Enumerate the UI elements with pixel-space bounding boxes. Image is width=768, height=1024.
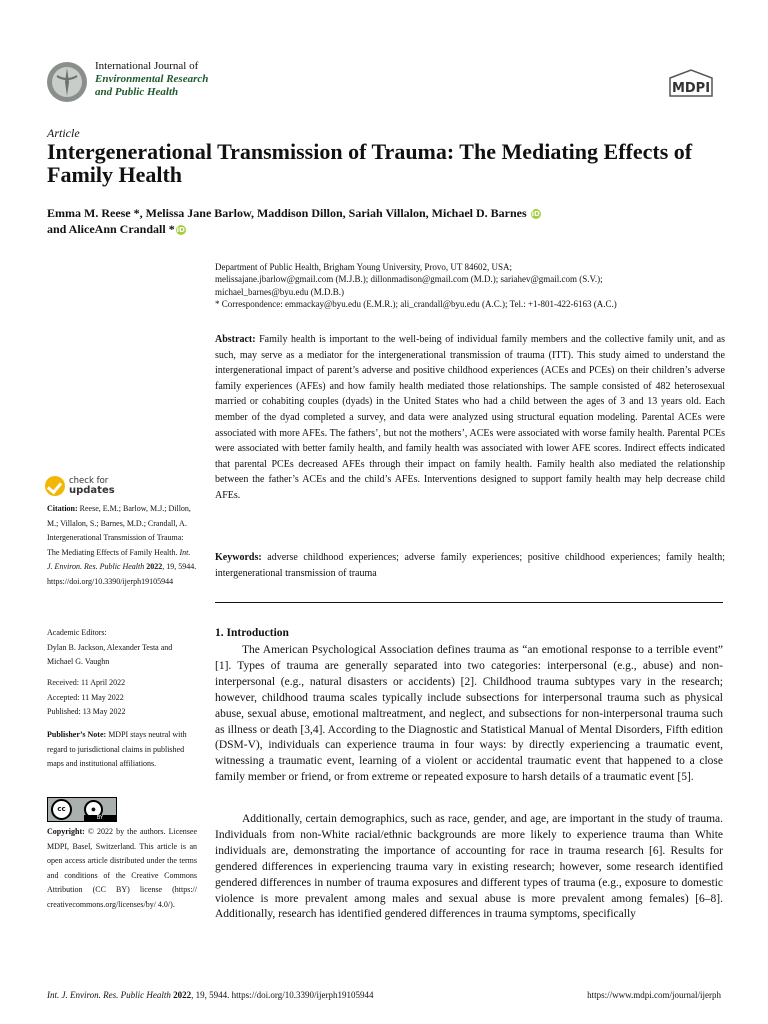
journal-name-line2: Environmental Research: [95, 73, 209, 85]
article-title: Intergenerational Transmission of Trauma: The Mediating Effects of Family Health: [47, 139, 693, 187]
footer-journal-link[interactable]: https://www.mdpi.com/journal/ijerph: [587, 990, 721, 1000]
keywords-label: Keywords:: [215, 552, 262, 563]
editors-label: Academic Editors:: [47, 628, 107, 637]
citation-text: Reese, E.M.; Barlow, M.J.; Dillon, M.; Villalon, S.; Barnes, M.D.; Crandall, A. Intergenerational Transmission of Trauma: The Mediating Effects of Family Health.: [47, 504, 191, 557]
journal-name-line1: International Journal of: [95, 60, 199, 72]
citation-year: 2022: [146, 562, 163, 571]
abstract-text: Family health is important to the well-being of individual family members and the collective family unit, and as such, may serve as a mediator for the intergenerational transmission of trauma (ITT). This study aimed to understand the intergenerational impact of parent’s adverse and positive childhood experiences (ACEs and PCEs) on their children’s adverse family experiences (AFEs) and how family health mediated those relationships. The sample consisted of 482 heterosexual married or cohabiting couples (dyads) in the United States who had a child between the ages of 3 and 13 years old. Each member of the dyad completed a survey, and data were analyzed using structural equation modeling. Parental ACEs were associated with more AFEs. The fathers’, but not the mothers’, ACEs were associated with worse family health. Parental PCEs were associated with better family health, and family health was associated with lower AFE scores. Indirect effects indicated that parental PCEs decreased AFEs through their impact on family health. Family health also mediated the relationship between the father’s ACEs and the child’s AFEs. Interventions designed to support family health may help decrease child AFEs.: [215, 334, 726, 501]
journal-name-line3: and Public Health: [95, 86, 179, 98]
copyright-text: © 2022 by the authors. Licensee MDPI, Basel, Switzerland. This article is an open access article distributed under the terms and conditions of the Creative Commons Attribution (CC BY) license (https:// creativecommons.org/licenses/by/ 4.0/).: [47, 827, 198, 909]
mdpi-logo-text: MDPI: [671, 81, 711, 96]
affiliation-line1: Department of Public Health, Brigham Young University, Provo, UT 84602, USA;: [215, 262, 512, 272]
publication-dates: [47, 676, 197, 720]
correspondence: * Correspondence: emmackay@byu.edu (E.M.R.); ali_crandall@byu.edu (A.C.); Tel.: +1-801-422-6163 (A.C.): [215, 299, 617, 310]
abstract: [215, 332, 725, 504]
publisher-note: [47, 728, 197, 772]
authors-line1: Emma M. Reese *, Melissa Jane Barlow, Maddison Dillon, Sariah Villalon, Michael D. Barnes: [47, 206, 527, 220]
orcid-icon[interactable]: iD: [531, 210, 540, 219]
check-for-updates-button[interactable]: [45, 476, 115, 496]
cc-by-label: BY: [84, 815, 116, 821]
citation-journal: Int. J. Environ. Res. Public Health: [47, 547, 191, 571]
copyright-block: [47, 825, 197, 912]
date-published: Published: 13 May 2022: [47, 707, 126, 716]
citation-label: Citation:: [47, 504, 78, 513]
check-line1: check for: [69, 476, 109, 486]
affiliation: [215, 261, 725, 311]
pubnote-text: MDPI stays neutral with regard to jurisdictional claims in published maps and institutional affiliations.: [47, 730, 187, 768]
section-heading-introduction: 1. Introduction: [215, 627, 289, 639]
authors-line2: and AliceAnn Crandall *: [47, 222, 175, 236]
check-line2: updates: [69, 485, 115, 496]
check-icon: [45, 476, 65, 496]
person-icon: ●: [84, 800, 103, 819]
journal-logo: [45, 60, 89, 104]
check-for-updates-label: [69, 477, 115, 495]
cc-icon: cc: [51, 799, 72, 820]
author-list: [47, 205, 727, 237]
orcid-icon[interactable]: iD: [176, 226, 185, 235]
academic-editors: [47, 626, 197, 670]
article-type: Article: [47, 126, 80, 140]
mdpi-logo: [666, 68, 716, 98]
footer-rest: , 19, 5944. https://doi.org/10.3390/ijerph19105944: [191, 990, 374, 1000]
keywords-text: adverse childhood experiences; adverse family experiences; positive childhood experiences; family health; intergenerational transmission of trauma: [215, 552, 726, 579]
date-accepted: Accepted: 11 May 2022: [47, 692, 124, 702]
abstract-label: Abstract:: [215, 334, 256, 345]
divider: [215, 602, 723, 603]
affiliation-line2: melissajane.jbarlow@gmail.com (M.J.B.); dillonmadison@gmail.com (M.D.); sariahev@gmail.com (S.V.);: [215, 274, 603, 285]
citation-block: [47, 502, 197, 589]
pubnote-label: Publisher’s Note:: [47, 730, 107, 739]
keywords: [215, 550, 725, 581]
affiliation-line3: michael_barnes@byu.edu (M.D.B.): [215, 286, 345, 297]
citation-tail: , 19, 5944. https://doi.org/10.3390/ijerph19105944: [47, 562, 197, 586]
footer-journal: Int. J. Environ. Res. Public Health: [47, 990, 171, 1000]
footer-citation: [47, 990, 373, 1000]
copyright-label: Copyright:: [47, 827, 85, 836]
editors-names: Dylan B. Jackson, Alexander Testa and Michael G. Vaughn: [47, 642, 173, 666]
intro-paragraph-1: The American Psychological Association defines trauma as “an emotional response to a terrible event” [1]. Types of trauma are generally separated into two categories: interpersonal (e.g., abuse) and non-interpersonal (e.g., natural disasters or accidents) [2]. Childhood trauma subtypes vary in the research; however, childhood trauma scales typically include subsections for interpersonal trauma such as physical abuse, sexual abuse, emotional maltreatment, and neglect, and subsections for non-interpersonal trauma such as illness or death [3,4]. According to the Diagnostic and Statistical Manual of Mental Disorders, Fifth edition (DSM-V), individuals can experience trauma in four ways: by directly experiencing a traumatic event, witnessing a traumatic event, learning of a violent or accidental traumatic event that happened to a close family member or friend, or from extreme or repeated exposure to harsh details of a traumatic event [5].: [215, 644, 723, 784]
cc-by-license-icon[interactable]: [47, 797, 117, 822]
footer-year: 2022: [173, 990, 192, 1000]
intro-paragraph-2: Additionally, certain demographics, such as race, gender, and age, are important in the study of trauma. Individuals from non-White racial/ethnic backgrounds are more likely to experience trauma than White individuals are, demonstrating the importance of accounting for race in trauma research [6]. Results for gendered differences in experiencing trauma vary in existing research; however, some research identified gendered differences in number of trauma exposures and different types of trauma (e.g., exposure to domestic violence is more prevalent among males and sexual abuse is more prevalent among females) [6–8]. Additionally, research has identified gendered differences in trauma symptoms, specifically: [215, 813, 723, 921]
journal-name: [95, 60, 208, 99]
date-received: Received: 11 April 2022: [47, 678, 126, 687]
